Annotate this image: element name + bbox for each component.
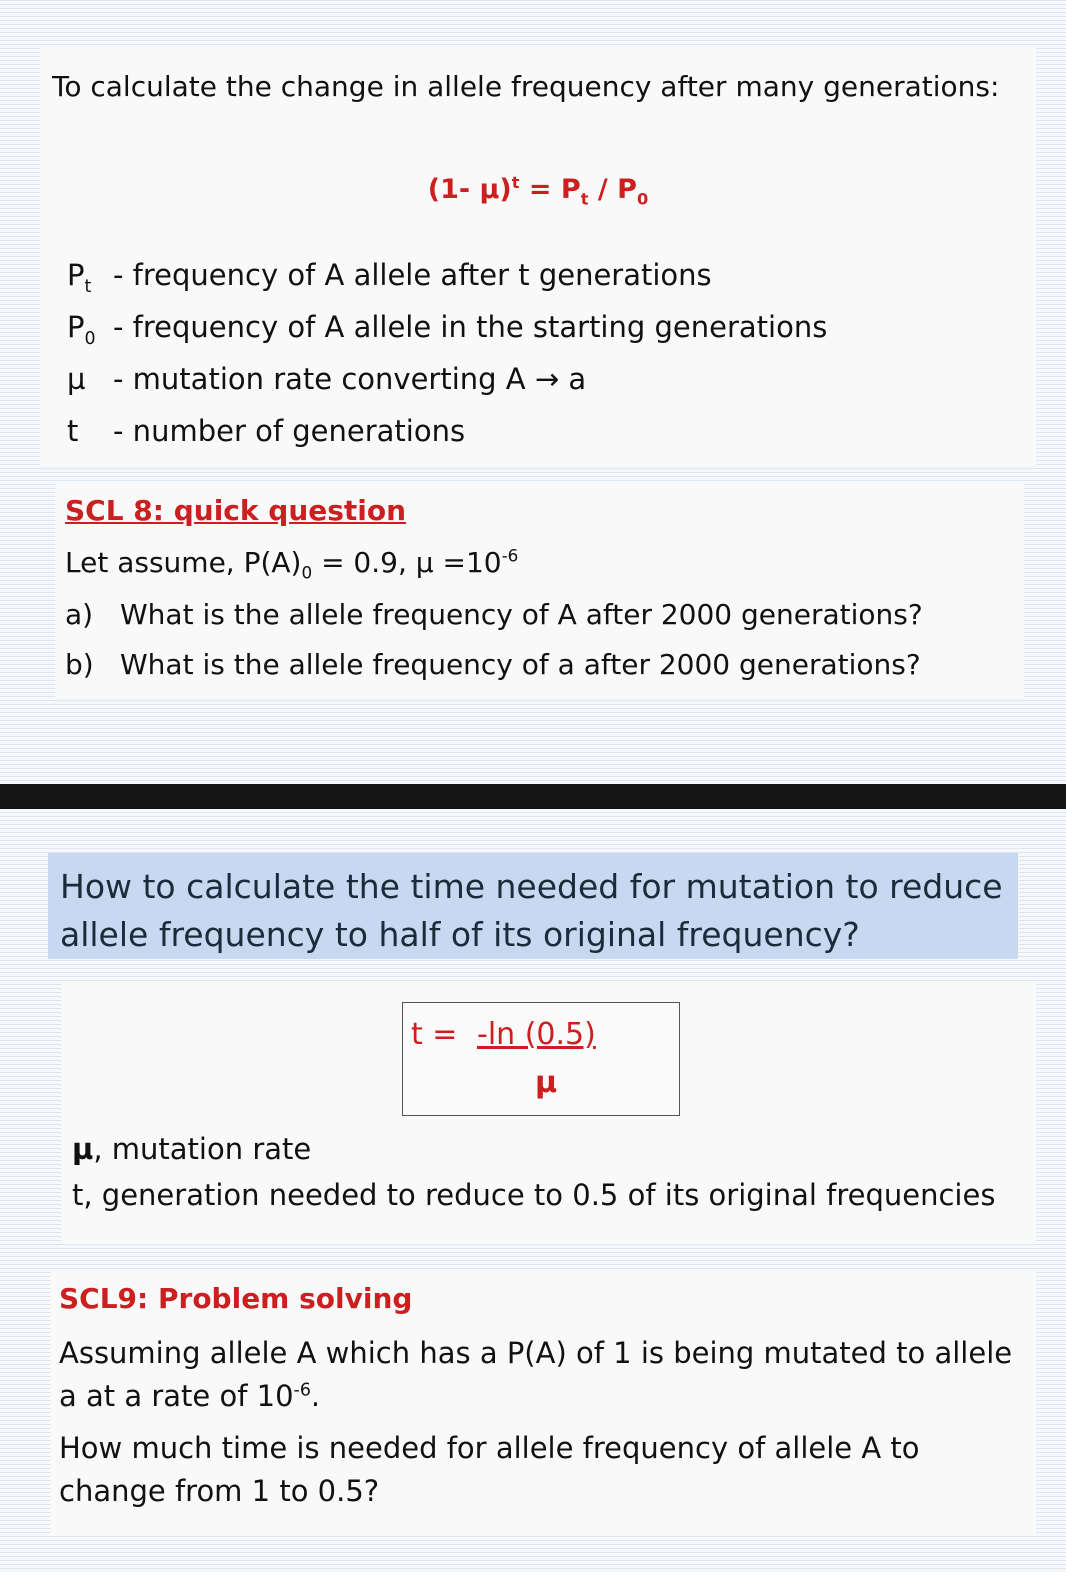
scl8-title: SCL 8: quick question <box>65 494 407 527</box>
formula-p-0-sub: 0 <box>636 189 649 209</box>
definition-text: - number of generations <box>113 414 466 448</box>
definition-row <box>67 414 465 448</box>
half-life-formula-panel <box>62 982 1036 1244</box>
half-life-question-panel <box>48 853 1018 959</box>
half-life-question: How to calculate the time needed for mutation to reduce allele frequency to half of its original frequency? <box>60 867 1003 954</box>
intro-panel <box>40 48 1036 466</box>
formula-slash: / <box>588 174 618 205</box>
scl8-question-a <box>65 598 923 631</box>
definition-symbol: t <box>67 414 79 448</box>
question-letter: a) <box>65 598 94 631</box>
scl9-problem-statement: Assuming allele A which has a P(A) of 1 is being mutated to allele a at a rate of $10^{-6}$. <box>59 1336 1013 1413</box>
slide-divider <box>0 784 1066 809</box>
definition-symbol: µ <box>67 362 86 396</box>
definition-symbol: $P_t$ <box>67 258 92 297</box>
question-text: What is the allele frequency of A after 2000 generations? <box>120 598 923 631</box>
formula-p-0: P <box>617 174 637 205</box>
formula-p-t: P <box>560 174 581 205</box>
formula-denominator: µ <box>535 1065 558 1100</box>
scl8-question-b <box>65 648 921 681</box>
formula-p-t-sub: t <box>580 189 589 209</box>
formula-equals: = <box>519 174 561 205</box>
scl8-assumption: Let assume, $P(A)_0 = 0.9$, $\mu =10^{-6}$ <box>65 545 519 583</box>
definition-symbol: $P_0$ <box>67 310 96 349</box>
formula-lhs-exponent: t <box>511 173 520 192</box>
scl9-title: SCL9: Problem solving <box>59 1282 413 1315</box>
scl9-panel <box>50 1272 1036 1536</box>
mu-definition <box>72 1132 311 1166</box>
intro-heading: To calculate the change in allele frequency after many generations: <box>52 70 1000 103</box>
scl9-problem-question: How much time is needed for allele frequency of allele A to change from 1 to 0.5? <box>59 1431 920 1508</box>
definition-text: - frequency of A allele in the starting generations <box>113 310 828 344</box>
mu-symbol: µ <box>72 1132 94 1166</box>
formula-lhs: t = <box>411 1017 458 1052</box>
definition-text: - frequency of A allele after t generations <box>113 258 712 292</box>
definition-row <box>67 362 586 396</box>
question-letter: b) <box>65 648 94 681</box>
mu-text: , mutation rate <box>93 1132 312 1166</box>
scl8-panel <box>55 484 1024 698</box>
half-life-formula-box <box>402 1002 680 1116</box>
definition-row <box>67 258 712 297</box>
t-definition: t, generation needed to reduce to 0.5 of its original frequencies <box>72 1178 996 1212</box>
definition-text: - mutation rate converting A → a <box>113 362 587 396</box>
definition-row <box>67 310 828 349</box>
question-text: What is the allele frequency of a after 2000 generations? <box>120 648 921 681</box>
allele-frequency-formula <box>40 173 1036 209</box>
formula-lhs-base: (1- µ) <box>427 174 512 205</box>
formula-numerator: -ln (0.5) <box>477 1017 596 1052</box>
